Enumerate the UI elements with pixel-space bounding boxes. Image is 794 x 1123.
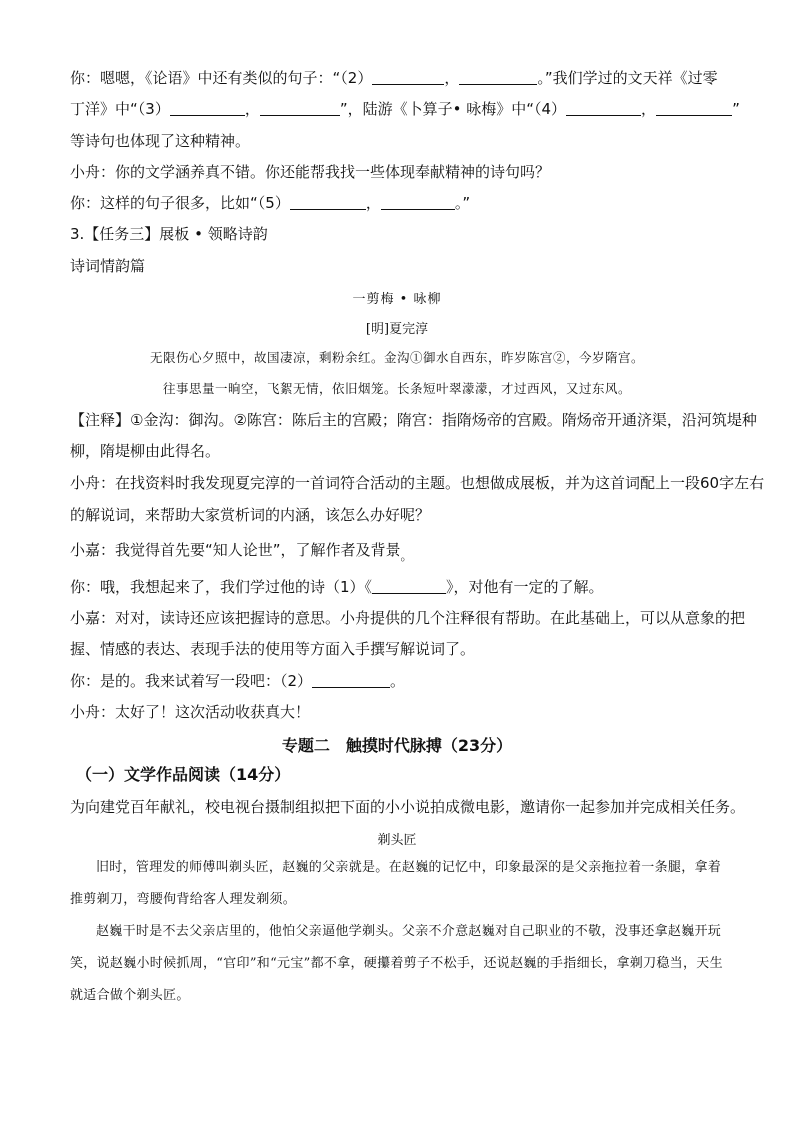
- task3-heading: 3.【任务三】展板 • 领略诗韵: [70, 225, 268, 243]
- text: 丁洋》中“（3）: [70, 100, 170, 118]
- dialogue-line: [70, 99, 740, 119]
- answer-blank[interactable]: [372, 69, 444, 85]
- text: ，: [641, 100, 657, 118]
- dialogue-line: 等诗句也体现了这种精神。: [70, 132, 251, 150]
- text: 。: [400, 549, 413, 563]
- dialogue-line: 小舟：你的文学涵养真不错。你还能帮我找一些体现奉献精神的诗句吗？: [70, 163, 551, 181]
- answer-blank[interactable]: [312, 672, 390, 688]
- dialogue-line: 小嘉：对对，读诗还应该把握诗的意思。小舟提供的几个注释很有帮助。在此基础上，可以从意象的把: [70, 609, 746, 627]
- text: 你：这样的句子很多，比如“（5）: [70, 194, 290, 212]
- text: ，: [365, 194, 381, 212]
- answer-blank[interactable]: [566, 100, 641, 116]
- dialogue-line: [70, 577, 604, 597]
- text: 。”我们学过的文天祥《过零: [537, 69, 718, 87]
- text: ”: [732, 100, 740, 118]
- poem-title: 一剪梅 • 咏柳: [352, 292, 442, 307]
- answer-blank[interactable]: [459, 69, 537, 85]
- text: 。: [390, 672, 406, 690]
- text: 》，对他有一定的了解。: [446, 578, 604, 596]
- dialogue-line: [70, 540, 413, 566]
- story-paragraph: 旧时，管理发的师傅叫剃头匠，赵巍的父亲就是。在赵巍的记忆中，印象最深的是父亲拖拉着一条腿，拿着推剪剃刀，弯腰佝背给客人理发剃须。: [70, 860, 722, 907]
- dialogue-line: 握、情感的表达、表现手法的使用等方面入手撰写解说词了。: [70, 640, 476, 658]
- answer-blank[interactable]: [372, 578, 446, 594]
- text: 小嘉：我觉得首先要“知人论世”，了解作者及背景: [70, 541, 401, 559]
- section-heading: （一）文学作品阅读（14分）: [76, 765, 291, 784]
- dialogue-line: 的解说词，来帮助大家赏析词的内涵，该怎么办好呢？: [70, 506, 431, 524]
- answer-blank[interactable]: [656, 100, 732, 116]
- story-title: 剃头匠: [377, 833, 417, 848]
- dialogue-line: [70, 68, 718, 88]
- topic-title: 专题二 触摸时代脉搏（23分）: [281, 736, 513, 755]
- section-intro: 为向建党百年献礼，校电视台摄制组拟把下面的小小说拍成微电影，邀请你一起参加并完成相关任务。: [70, 798, 746, 816]
- poem-author: [明]夏完淳: [365, 322, 429, 337]
- poem-notes: 【注释】①金沟：御沟。②陈宫：陈后主的宫殿；隋宫：指隋炀帝的宫殿。隋炀帝开通济渠，沿河筑堤种: [70, 411, 757, 429]
- poem-line: 往事思量一晌空，飞絮无情，依旧烟笼。长条短叶翠濛濛，才过西风，又过东风。: [162, 381, 631, 396]
- text: ”，陆游《卜算子• 咏梅》中“（4）: [339, 100, 567, 118]
- poem-notes: 柳，隋堤柳由此得名。: [70, 442, 221, 460]
- answer-blank[interactable]: [260, 100, 340, 116]
- dialogue-line: 小舟：太好了！这次活动收获真大！: [70, 703, 311, 721]
- text: ，: [244, 100, 260, 118]
- text: 你：嗯嗯，《论语》中还有类似的句子：“（2）: [70, 69, 373, 87]
- task3-subheading: 诗词情韵篇: [70, 257, 146, 275]
- text: 你：哦，我想起来了，我们学过他的诗（1）《: [70, 578, 373, 596]
- dialogue-line: [70, 671, 405, 691]
- text: 你：是的。我来试着写一段吧：（2）: [70, 672, 313, 690]
- text: 。”: [454, 194, 471, 212]
- poem-line: 无限伤心夕照中，故国凄凉，剩粉余红。金沟①御水自西东，昨岁陈宫②，今岁隋宫。: [149, 350, 644, 365]
- dialogue-line: [70, 193, 470, 213]
- answer-blank[interactable]: [290, 194, 366, 210]
- answer-blank[interactable]: [381, 194, 455, 210]
- dialogue-line: 小舟：在找资料时我发现夏完淳的一首词符合活动的主题。也想做成展板，并为这首词配上一段60字左右: [70, 474, 765, 492]
- story-paragraph: 赵巍干时是不去父亲店里的，他怕父亲逼他学剃头。父亲不介意赵巍对自己职业的不敬，没事还拿赵巍开玩笑，说赵巍小时候抓周，“官印”和“元宝”都不拿，硬攥着剪子不松手，还说赵巍的手指细长，拿剃刀稳当，天生就适合做个剃头匠。: [70, 924, 723, 1003]
- answer-blank[interactable]: [170, 100, 245, 116]
- text: ，: [444, 69, 460, 87]
